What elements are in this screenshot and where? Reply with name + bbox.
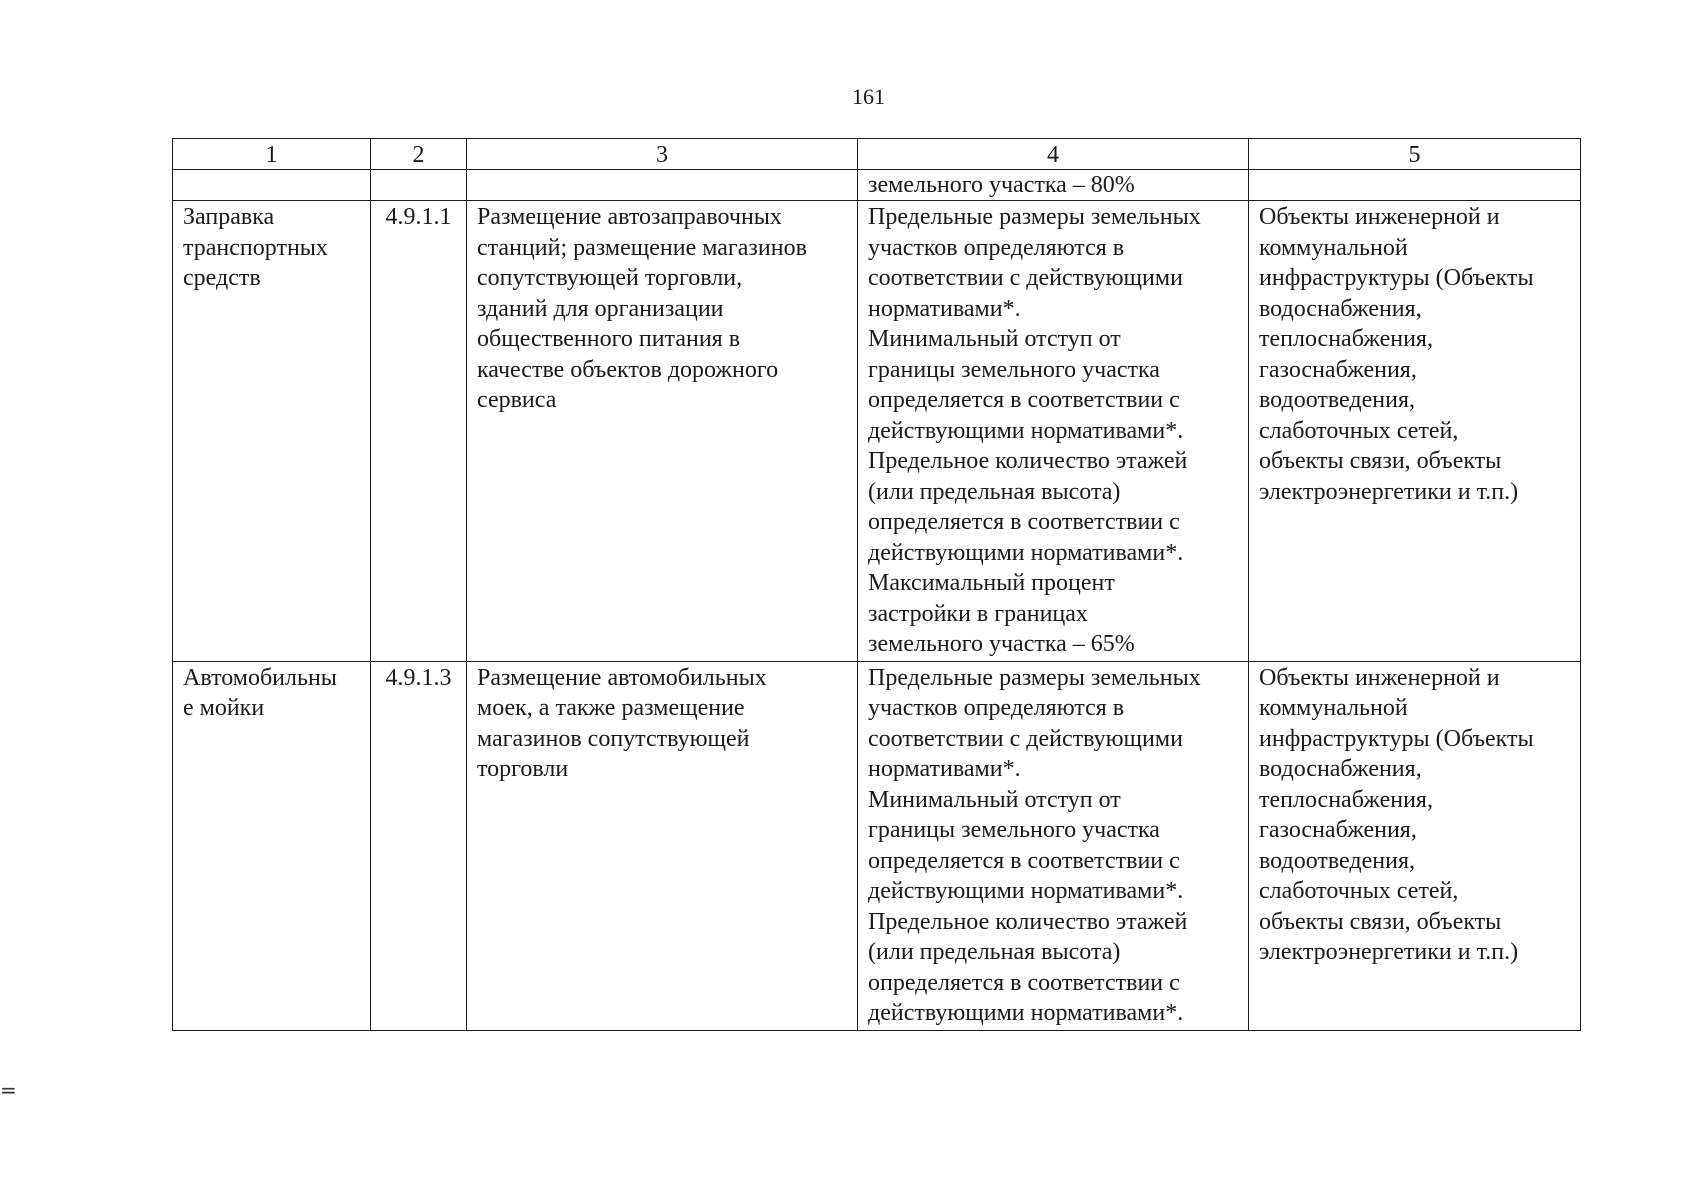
continuation-cell-3 [467, 170, 858, 201]
continuation-cell-5 [1249, 170, 1581, 201]
column-header-3: 3 [467, 139, 858, 170]
column-header-1: 1 [173, 139, 371, 170]
auxiliary-uses: Объекты инженерной и коммунальной инфраструктуры (Объекты водоснабжения, теплоснабжения, газоснабжения, водоотведения, слаботочных сетей, объекты связи, объекты электроэнергетики и т.п.) [1259, 664, 1534, 965]
continuation-cell-1 [173, 170, 371, 201]
use-name-cell [173, 201, 371, 662]
auxiliary-uses-cell [1249, 201, 1581, 662]
use-parameters: Предельные размеры земельных участков определяются в соответствии с действующими нормативами*. Минимальный отступ от границы земельного участка определяется в соответствии с действующими нормативами*. Предельное количество этажей (или предельная высота) определяется в соответствии с действующими нормативами*. [868, 664, 1201, 1026]
page-number: 161 [852, 84, 885, 109]
use-code: 4.9.1.3 [385, 664, 452, 691]
column-header-2: 2 [371, 139, 467, 170]
auxiliary-uses: Объекты инженерной и коммунальной инфраструктуры (Объекты водоснабжения, теплоснабжения, газоснабжения, водоотведения, слаботочных сетей, объекты связи, объекты электроэнергетики и т.п.) [1259, 204, 1534, 505]
use-description: Размещение автомобильных моек, а также размещение магазинов сопутствующей торговли [477, 664, 767, 782]
continuation-text: земельного участка – 80% [868, 172, 1135, 198]
margin-mark: = [0, 1078, 17, 1102]
use-description: Размещение автозаправочных станций; размещение магазинов сопутствующей торговли, зданий для организации общественного питания в качестве объектов дорожного сервиса [477, 204, 807, 413]
use-name: Заправка транспортных средств [183, 204, 328, 291]
table-row [173, 661, 1581, 1030]
continuation-cell-2 [371, 170, 467, 201]
table-header-row [173, 139, 1581, 170]
use-code: 4.9.1.1 [385, 204, 452, 230]
auxiliary-uses-cell [1249, 661, 1581, 1030]
column-header-4: 4 [858, 139, 1249, 170]
use-parameters: Предельные размеры земельных участков определяются в соответствии с действующими нормативами*. Минимальный отступ от границы земельного участка определяется в соответствии с действующими нормативами*. Предельное количество этажей (или предельная высота) определяется в соответствии с действующими нормативами*. Максимальный процент застройки в границах земельного участка – 65% [868, 204, 1201, 657]
use-code-cell [371, 201, 467, 662]
table-row [173, 201, 1581, 662]
use-name-cell [173, 661, 371, 1030]
use-code-cell [371, 661, 467, 1030]
use-parameters-cell [858, 201, 1249, 662]
land-use-table [172, 138, 1581, 1031]
continuation-row [173, 170, 1581, 201]
use-name: Автомобильны е мойки [183, 664, 337, 721]
continuation-cell-4 [858, 170, 1249, 201]
column-header-5: 5 [1249, 139, 1581, 170]
use-description-cell [467, 201, 858, 662]
use-parameters-cell [858, 661, 1249, 1030]
use-description-cell [467, 661, 858, 1030]
